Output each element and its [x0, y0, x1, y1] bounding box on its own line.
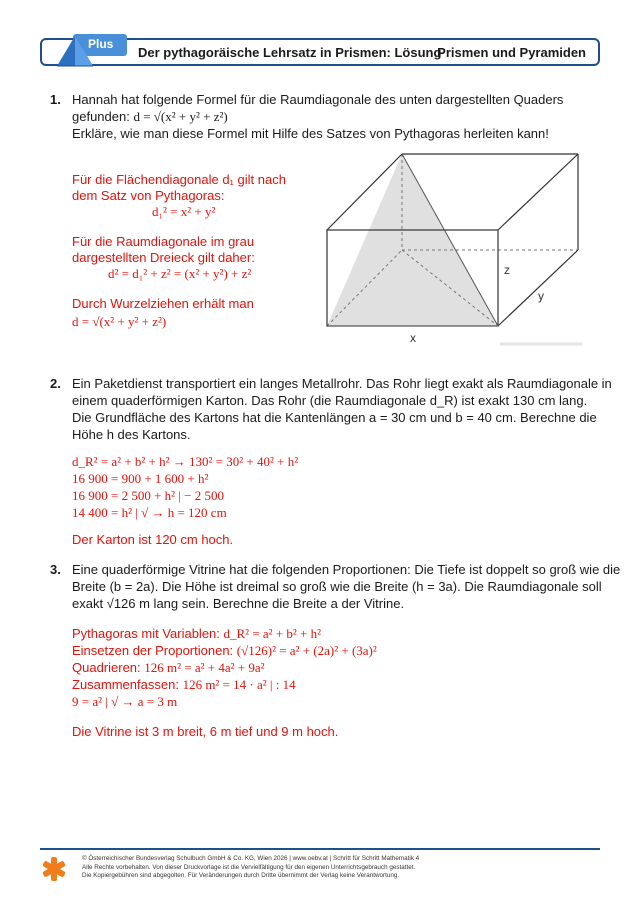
task1-answer1-line1: Für die Flächendiagonale d₁ gilt nach: [72, 172, 286, 187]
task3-step4: [72, 677, 296, 693]
task3-text-line1: Eine quaderförmige Vitrine hat die folgenden Proportionen: Die Tiefe ist doppelt so groß wie die: [72, 562, 621, 577]
task1-answer2-equation: d² = d₁² + z² = (x² + y²) + z²: [108, 266, 252, 281]
task1-number: 1.: [50, 92, 61, 107]
task1-answer3-line1: Durch Wurzelziehen erhält man: [72, 296, 254, 311]
footer-copyright: [82, 855, 419, 881]
label-y: y: [538, 289, 544, 303]
task1-answer1-line2: dem Satz von Pythagoras:: [72, 188, 225, 203]
task1-answer3-equation: d = √(x² + y² + z²): [72, 314, 167, 329]
task2-equation4: 14 400 = h² | √ → h = 120 cm: [72, 505, 227, 520]
task1-answer2-line1: Für die Raumdiagonale im grau: [72, 234, 255, 249]
task2-equation1: d_R² = a² + b² + h² → 130² = 30² + 40² + h²: [72, 454, 299, 469]
task3-result: Die Vitrine ist 3 m breit, 6 m tief und 9 m hoch.: [72, 724, 339, 739]
publisher-star-icon: [40, 855, 68, 883]
worksheet-topic: Prismen und Pyramiden: [437, 45, 586, 60]
task3-step2-equation: (√126)² = a² + (2a)² + (3a)²: [236, 643, 377, 658]
task2-number: 2.: [50, 376, 61, 391]
plus-badge: Plus: [88, 37, 114, 51]
cuboid-figure: [320, 148, 590, 348]
task3-text-line2: Breite (b = 2a). Die Höhe ist dreimal so groß wie die Breite (h = 3a). Die Raumdiagonale soll: [72, 579, 602, 594]
task3-text-line3: exakt √126 m lang sein. Berechne die Breite a der Vitrine.: [72, 596, 405, 611]
task3-step3-label: Quadrieren:: [72, 660, 141, 675]
task2-text-line2: einem quaderförmigen Karton. Das Rohr (die Raumdiagonale d_R) ist exakt 130 cm lang.: [72, 393, 588, 408]
task1-answer2-line2: dargestellten Dreieck gilt daher:: [72, 250, 255, 265]
task2-text-line1: Ein Paketdienst transportiert ein langes Metallrohr. Das Rohr liegt exakt als Raumdiagonale in: [72, 376, 612, 391]
task2-text-line3: Die Grundfläche des Kartons hat die Kantenlängen a = 30 cm und b = 40 cm. Berechne die: [72, 410, 597, 425]
task1-answer1-equation: d₁² = x² + y²: [152, 204, 216, 219]
task3-step5-equation: 9 = a² | √ → a = 3 m: [72, 694, 178, 709]
footer-divider: [40, 848, 600, 850]
task3-step3: [72, 660, 265, 676]
footer-line3: Die Kopiergebühren sind abgegolten. Für Veränderungen durch Dritte übernimmt der Verlag keine Verantwortung.: [82, 872, 400, 880]
task3-step3-equation: 126 m² = a² + 4a² + 9a²: [144, 660, 265, 675]
task3-step1: [72, 626, 321, 642]
task3-step4-label: Zusammenfassen:: [72, 677, 179, 692]
worksheet-title: Der pythagoräische Lehrsatz in Prismen: Lösung: [138, 45, 442, 60]
footer-line1: © Österreichischer Bundesverlag Schulbuch GmbH & Co. KG, Wien 2026 | www.oebv.at | Schritt für Schritt Mathematik 4: [82, 855, 420, 862]
label-z: z: [504, 263, 510, 277]
task1-text-line3: Erkläre, wie man diese Formel mit Hilfe des Satzes von Pythagoras herleiten kann!: [72, 126, 549, 141]
label-x: x: [410, 331, 416, 345]
task1-text-line1: Hannah hat folgende Formel für die Raumdiagonale des unten dargestellten Quaders: [72, 92, 564, 107]
task3-number: 3.: [50, 562, 61, 577]
task2-equation2: 16 900 = 900 + 1 600 + h²: [72, 471, 209, 486]
task3-step2: [72, 643, 377, 659]
task1-text-line2: [72, 109, 228, 125]
task1-formula: d = √(x² + y² + z²): [133, 109, 228, 124]
task2-equation3: 16 900 = 2 500 + h² | − 2 500: [72, 488, 224, 503]
task2-text-line4: Höhe h des Kartons.: [72, 427, 191, 442]
footer-line2: Alle Rechte vorbehalten. Von dieser Druckvorlage ist die Vervielfältigung für den eigenen Unterrichtsgebrauch gestattet.: [82, 863, 416, 871]
task3-step1-label: Pythagoras mit Variablen:: [72, 626, 220, 641]
task2-result: Der Karton ist 120 cm hoch.: [72, 532, 234, 547]
task1-text-prefix: gefunden:: [72, 109, 130, 124]
task3-step4-equation: 126 m² = 14 · a² | : 14: [182, 677, 296, 692]
task3-step1-equation: d_R² = a² + b² + h²: [223, 626, 322, 641]
task3-step2-label: Einsetzen der Proportionen:: [72, 643, 234, 658]
